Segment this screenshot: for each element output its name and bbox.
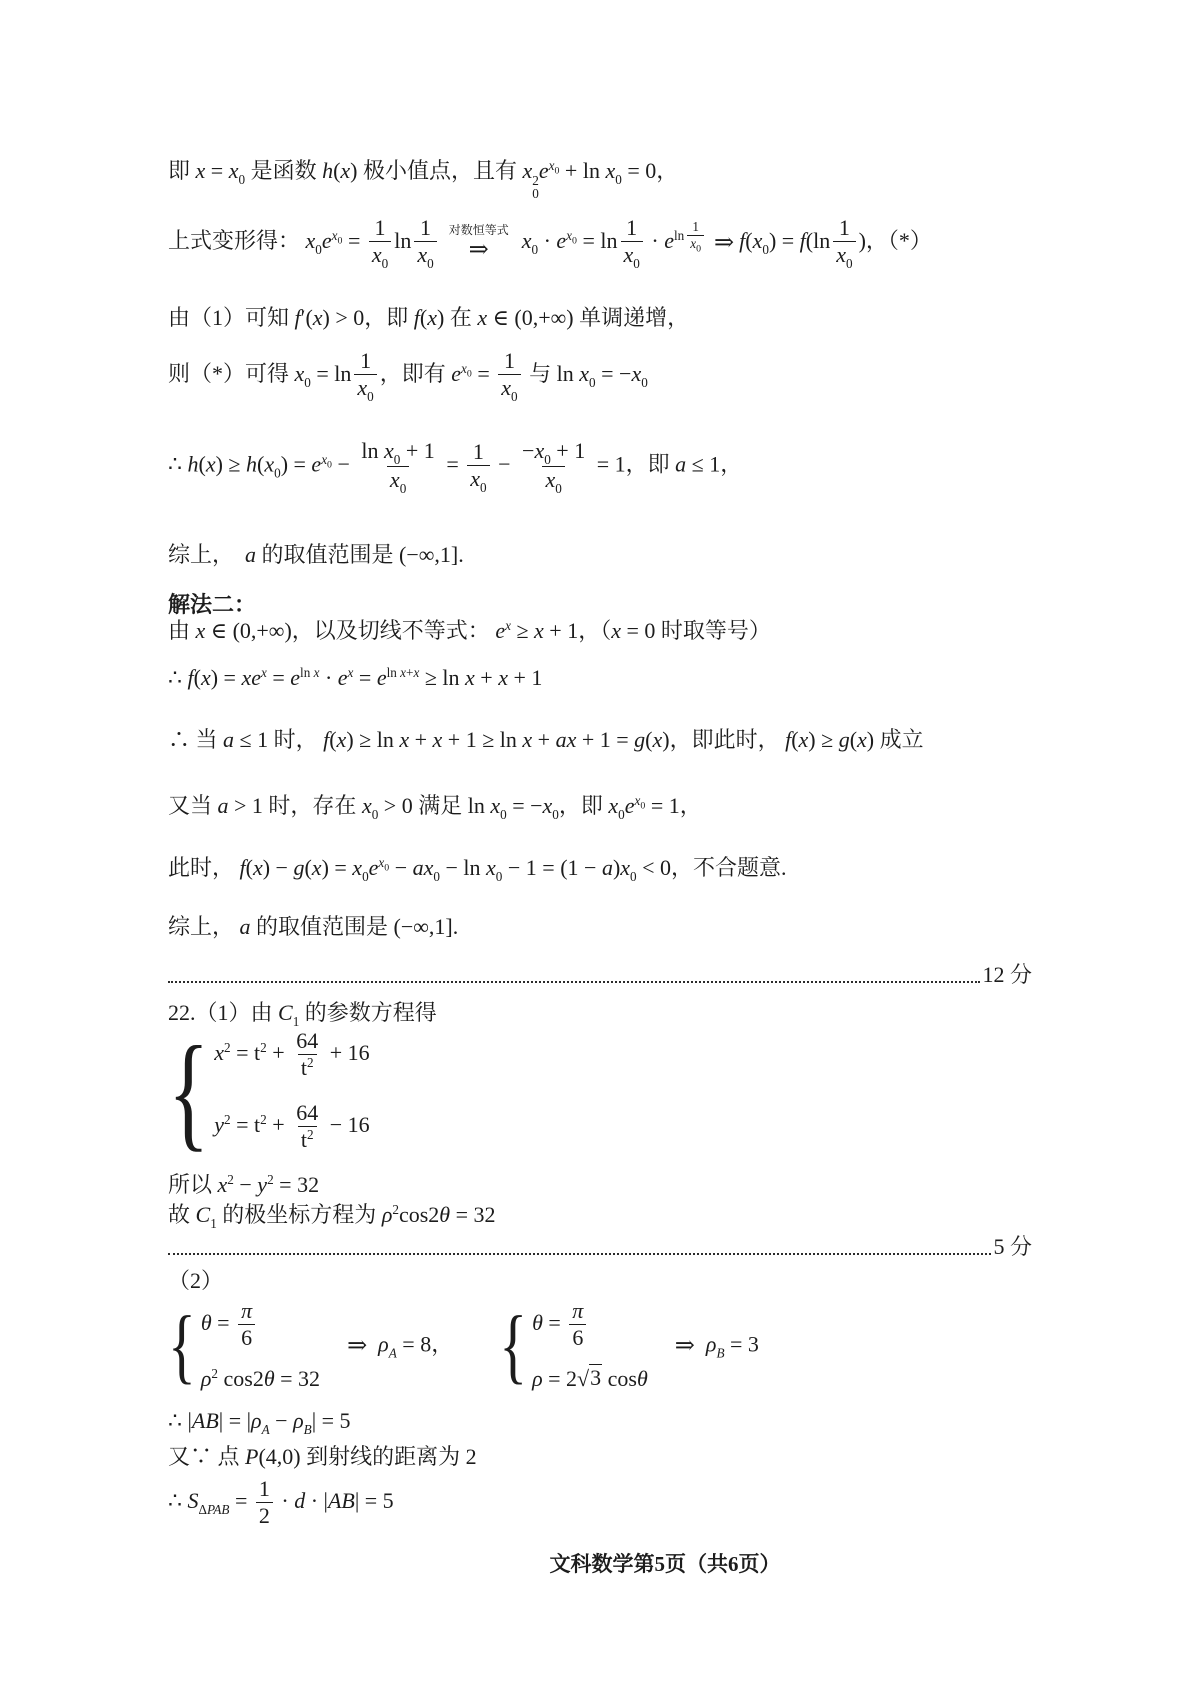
- line-rho-systems: { θ = $\frac{\pi}{6}$ $\rho^2$ cos2θ = 32 ⇒ $\rho_A = 8$， { θ = $\frac{\pi}{6}$ ρ = 2 √ 3 cosθ ⇒ $\rho_B = 3$: [168, 1298, 759, 1393]
- line-point-distance: 又∵ 点 P(4,0) 到射线的距离为 2: [168, 1444, 477, 1469]
- fraction: $\frac{-x_0 + 1}{x_0}$: [522, 438, 586, 497]
- page-footer: 文科数学第5页（共6页）: [549, 1552, 781, 1576]
- fraction: $\frac{1}{x_0}$: [369, 215, 391, 271]
- equation-system: { $x^2 = t^2$ + $\frac{64}{t^2}$ + 16 $y^2 = t^2$ + $\frac{64}{t^2}$ − 16: [168, 1018, 370, 1163]
- fraction: $\frac{\pi}{6}$: [238, 1298, 255, 1352]
- line-f-lower-bound: ∴ $f(x) = xe^x = e^{ln x} \cdot e^x = e^{ln x+x} \ge \ln x + x + 1$: [168, 665, 543, 690]
- line-h-minimum-value: ∴ $h(x) \ge h(x_0) = e^{x_0}$ − $\frac{\ln x_0 + 1}{x_0}$ = $\frac{1}{x_0}$ − $\frac{-x_0 + 1}{x_0}$ = 1，即 a ≤ 1，: [168, 438, 743, 497]
- line-transform-identity: 上式变形得： $x_0e^{x_0}$ = $\frac{1}{x_0}$ ln $\frac{1}{x_0}$ 对数恒等式 ⇒ $x_0 \cdot e^{x_0} = \ln$ $\frac{1}{x_0}$ · $e^{ln \frac{1}{x_0}}$ ⇒ $f(x_0) = f(\ln$ $\frac{1}{x_0}$ )，（*）: [168, 215, 932, 272]
- left-brace: {: [168, 1018, 210, 1163]
- score-label: 5 分: [993, 1234, 1032, 1259]
- fraction: $\frac{\pi}{6}$: [569, 1298, 586, 1352]
- implies-arrow: ⇒: [714, 229, 735, 256]
- equation-system: { θ = $\frac{\pi}{6}$ ρ = 2 √ 3 cosθ: [499, 1298, 648, 1393]
- left-brace: {: [499, 1298, 528, 1393]
- fraction: $\frac{1}{x_0}$: [621, 215, 643, 271]
- line-x2-minus-y2: 所以 $x^2 - y^2 = 32$: [168, 1172, 320, 1197]
- line-case-a-le-1: ∴ 当 a ≤ 1 时， f(x) ≥ ln x + x + 1 ≥ ln x + ax + 1 = g(x)，即此时， f(x) ≥ g(x) 成立: [168, 727, 924, 752]
- line-conclusion-method2: 综上， a 的取值范围是 (−∞,1].: [168, 914, 459, 939]
- fraction: $\frac{1}{x_0}$: [833, 215, 855, 271]
- implies-arrow: 对数恒等式 ⇒: [448, 222, 509, 263]
- fraction: $\frac{64}{t^2}$: [296, 1099, 319, 1153]
- sqrt: √ 3: [577, 1364, 602, 1391]
- line-contradiction: 此时， $f(x) - g(x) = x_0e^{x_0} - ax_0 - \ln x_0 - 1 = (1 - a)x_0 < 0$，不合题意.: [168, 855, 787, 884]
- score-line-12: [168, 960, 1032, 991]
- fraction: $\frac{1}{x_0}$: [687, 219, 704, 254]
- implies-arrow: ⇒: [347, 1333, 368, 1360]
- line-conclusion-method1: 综上， a 的取值范围是 (−∞,1].: [168, 542, 464, 567]
- fraction: $\frac{1}{x_0}$: [467, 439, 489, 495]
- score-line-5: [168, 1232, 1032, 1263]
- line-q22-part1: 22.（1）由 $C_1$ 的参数方程得: [168, 1000, 437, 1029]
- left-brace: {: [168, 1298, 196, 1393]
- fraction: $\frac{1}{2}$: [256, 1476, 273, 1530]
- line-monotonic-increase: 由（1）可知 f′(x) > 0，即 f(x) 在 x ∈ (0,+∞) 单调递增，: [168, 305, 690, 330]
- dotted-leader: [168, 1253, 991, 1255]
- fraction: $\frac{1}{x_0}$: [354, 348, 376, 404]
- line-triangle-area: ∴ $S_{\Delta PAB}$ = $\frac{1}{2}$ · d · |AB| = 5: [168, 1476, 394, 1529]
- line-case-a-gt-1: 又当 a > 1 时，存在 $x_0 > 0$ 满足 $\ln x_0 = -x_0$，即 $x_0e^{x_0} = 1$，: [168, 793, 702, 822]
- sup-sub-stack: 2 0: [532, 172, 539, 202]
- line-part2-heading: （2）: [168, 1268, 224, 1293]
- line-tangent-inequality: 由 x ∈ (0,+∞)，以及切线不等式： $e^x \ge x + 1$，（x = 0 时取等号）: [168, 618, 771, 643]
- line-polar-equation: 故 $C_1$ 的极坐标方程为 $\rho^2\cos 2\theta = 32$: [168, 1202, 496, 1231]
- score-label: 12 分: [982, 962, 1032, 987]
- fraction: $\frac{\ln x_0 + 1}{x_0}$: [361, 438, 435, 497]
- equation-system: { θ = $\frac{\pi}{6}$ $\rho^2$ cos2θ = 32: [168, 1298, 321, 1393]
- system-parametric: [168, 1018, 370, 1163]
- line-method2-heading: 解法二：: [168, 592, 257, 617]
- fraction: $\frac{1}{x_0}$: [414, 215, 436, 271]
- line-ab-length: ∴ $|AB| = |\rho_A - \rho_B| = 5$: [168, 1408, 351, 1437]
- fraction: $\frac{64}{t^2}$: [296, 1028, 319, 1081]
- line-min-point: 即 $x = x_0$ 是函数 h(x) 极小值点，且有 x 2 0 $e^{x_0} + \ln x_0 = 0$，: [168, 158, 679, 202]
- dotted-leader: [168, 981, 980, 983]
- line-star-result: 则（*）可得 $x_0 = \ln$ $\frac{1}{x_0}$ ，即有 $e^{x_0}$ = $\frac{1}{x_0}$ 与 $\ln x_0 = -x_0$: [168, 348, 648, 405]
- implies-arrow: ⇒: [674, 1333, 695, 1360]
- fraction: $\frac{1}{x_0}$: [498, 348, 520, 404]
